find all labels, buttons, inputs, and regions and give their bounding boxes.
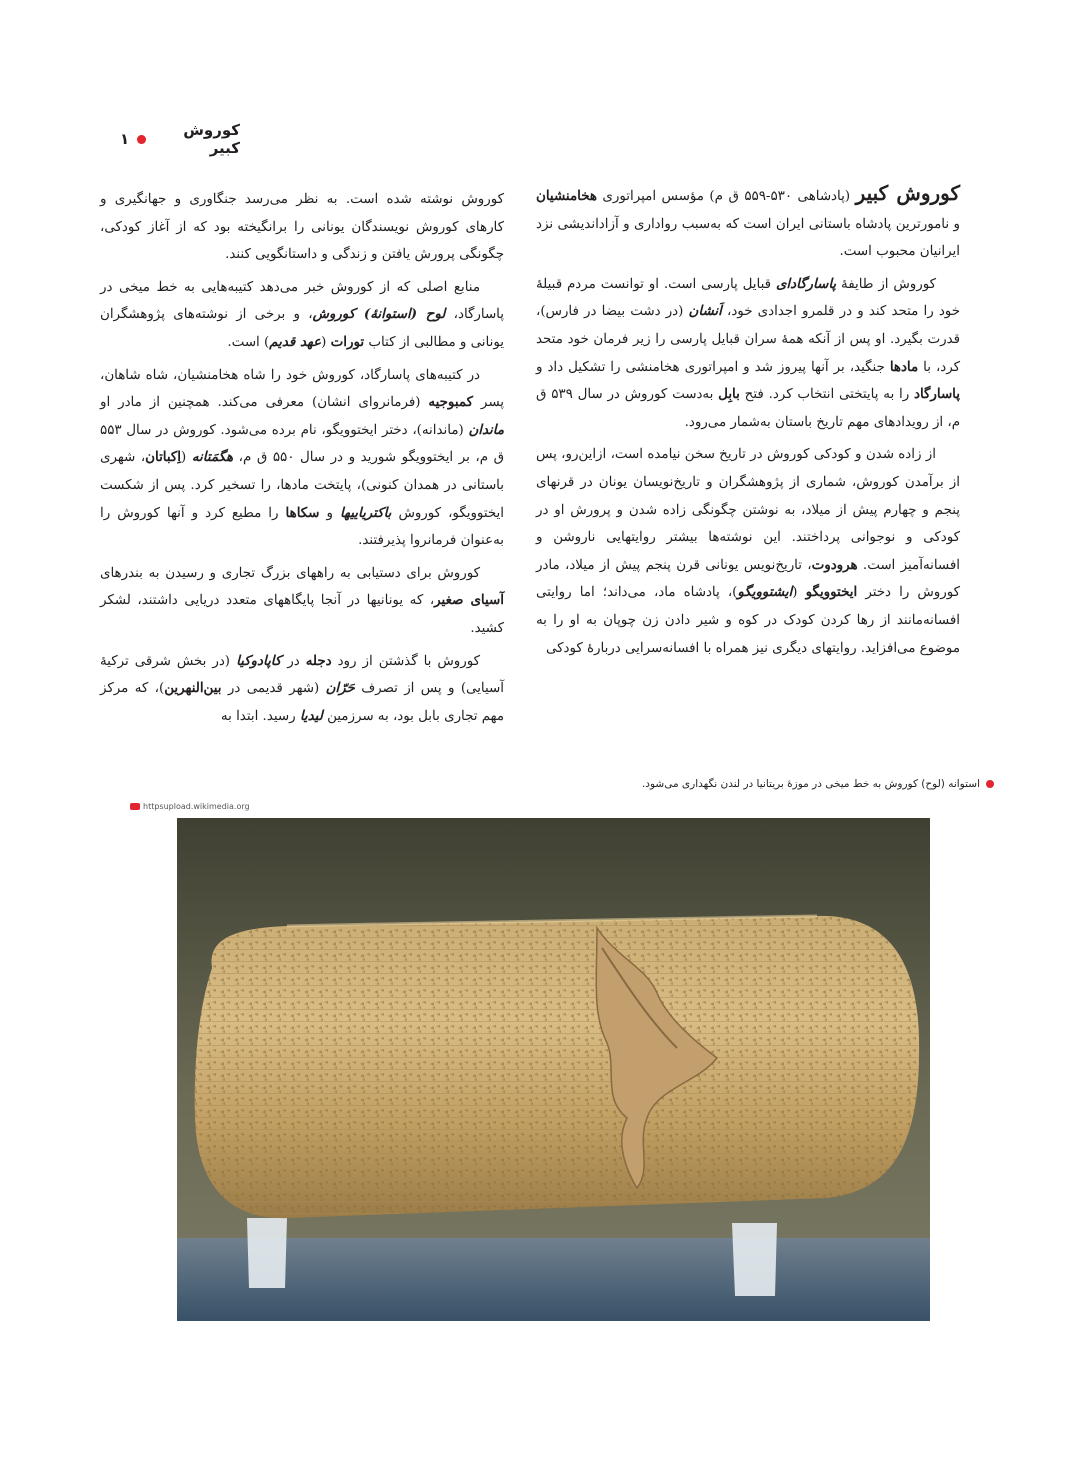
text-run: از زاده شدن و کودکی کوروش در تاریخ سخن نیامده است، ازاین‌رو، پس از برآمدن کوروش، شماری از پژوهشگران و تاریخ‌نویسان یونان در قرنهای پنجم و چهارم پیش از میلاد، به نوشتن چگونگی زاده شدن و پرورش او در کودکی و نوجوانی پرداختند. این نوشته‌ها بیشتر روایتهایی ناروشن و افسانه‌آمیز است.: [536, 447, 960, 573]
text-run: کوروش با گذشتن از رود: [331, 653, 480, 669]
bold-term: هخامنشیان: [536, 188, 597, 204]
text-run: (در دشت بیضا در فارس)، قدرت بگیرد. او پس از آنکه همهٔ سران قبایل پارسی را زیر فرمان خود متحد کرد، با: [536, 304, 960, 375]
italic-term: لوح (استوانهٔ) کوروش: [312, 306, 446, 323]
camera-icon: [130, 803, 140, 810]
text-run: (: [181, 450, 192, 466]
text-run: )، پادشاه ماد، می‌داند؛ اما روایتی افسانه‌مانند از رها کردن کودک در کوه و شیر دادن زن چوپان به او را به موضوع می‌افزاید. روایتهای دیگری نیز همراه با افسانه‌سرایی دربارهٔ کودکی: [536, 585, 960, 656]
bold-term: بین‌النهرین: [164, 680, 222, 697]
paragraph: [100, 560, 504, 643]
page-number: ۱: [120, 130, 130, 148]
paragraph: [536, 441, 960, 662]
lead-heading: کوروش کبیر: [855, 181, 960, 205]
italic-term: پاسارگادای: [775, 275, 837, 292]
text-run: قبایل پارسی است. او توانست مردم قبیلهٔ خود را متحد کند و در قلمرو اجدادی خود،: [536, 276, 961, 320]
text-run: (: [792, 585, 806, 601]
paragraph: [100, 648, 504, 731]
text-run: در: [281, 653, 306, 669]
text-run: را به پایتختی انتخاب کرد. فتح: [739, 387, 914, 403]
text-run: ، که یونانیها در آنجا پایگاههای متعدد دریایی داشتند، لشکر کشید.: [100, 593, 504, 636]
text-run: جنگید، بر آنها پیروز شد و امپراتوری هخامنشی را تشکیل داد و: [536, 359, 890, 375]
italic-term: باکتریاییها: [339, 504, 392, 521]
italic-term: هگمَتانه: [191, 449, 234, 466]
bold-term: تورات: [330, 333, 365, 350]
text-run: ، شهری باستانی در همدان کنونی)، پایتخت مادها، را تسخیر کرد. پس از شکست ایختوویگو، کوروش: [100, 450, 504, 521]
page-header: [120, 121, 240, 157]
bullet-dot-icon: [137, 135, 145, 144]
text-run: کوروش نوشته شده است. به نظر می‌رسد جنگاوری و جهانگیری و کارهای کوروش نویسندگان یونانی را برانگیخته بود که از آغاز کودکی، چگونگی پرورش یافتن و زندگی و داستانگویی کنند.: [100, 192, 504, 263]
paragraph: [100, 186, 504, 269]
text-run: ) است.: [227, 334, 270, 350]
text-run: )، که مرکز مهم تجاری بابل بود، به سرزمین: [100, 681, 504, 724]
text-run: ، و برخی از نوشته‌های پژوهشگران یونانی و مطالبی از کتاب: [100, 307, 504, 350]
bold-term: مادها: [889, 358, 919, 375]
text-run: و: [319, 505, 340, 521]
italic-term: لیدیا: [299, 707, 323, 724]
paragraph: [100, 362, 504, 555]
italic-term: حَرّان: [325, 680, 355, 697]
caption-text: استوانه (لوح) کوروش به خط میخی در موزهٔ بریتانیا در لندن نگهداری می‌شود.: [641, 778, 980, 790]
stand-left: [247, 1218, 287, 1288]
text-run: ، تاریخ‌نویس یونانی قرن پنجم پیش از میلاد، مادر کوروش را دختر: [536, 557, 960, 601]
text-run: (فرمانروای انشان) معرفی می‌کند. همچنین از مادر او: [100, 395, 429, 411]
stand-right: [732, 1223, 777, 1296]
bold-term: هرودوت: [811, 556, 858, 573]
page-title: کوروش کبیر: [183, 121, 240, 157]
image-source: [130, 802, 250, 811]
text-run: (ماندانه)، دختر ایختوویگو، نام برده می‌شود. کوروش در سال ۵۵۳ ق م، بر ایختوویگو شورید و در سال ۵۵۰ ق م،: [100, 422, 505, 466]
bold-term: اِکباتان: [145, 449, 182, 466]
bold-term: آسیای صغیر: [434, 592, 504, 609]
italic-term: ایشتوویگو: [737, 584, 793, 601]
figure-caption: [642, 778, 994, 790]
text-run: (در بخش شرقی ترکیهٔ آسیایی) و پس از تصرف: [100, 653, 504, 697]
bold-term: دجله: [305, 652, 332, 669]
paragraph: [100, 274, 504, 357]
right-column: [536, 180, 960, 667]
text-run: (پادشاهی ۵۳۰-۵۵۹ ق م) مؤسس امپراتوری: [596, 189, 856, 204]
bold-term: پاسارگاد: [914, 386, 960, 403]
cuneiform-text: [195, 916, 919, 1218]
italic-term: ماندان: [468, 421, 504, 438]
display-base: [177, 1238, 930, 1321]
bullet-dot-icon: [986, 780, 994, 788]
left-column: [100, 186, 504, 735]
text-run: (شهر قدیمی در: [221, 681, 326, 697]
italic-term: عهد قدیم: [269, 333, 322, 350]
text-run: را مطیع کرد و آنها کوروش را به‌عنوان فرمانروا پذیرفتند.: [100, 505, 504, 549]
source-url: httpsupload.wikimedia.org: [143, 802, 250, 811]
text-run: (: [321, 334, 331, 350]
italic-term: کاپادوکیا: [236, 652, 282, 669]
cyrus-cylinder-photo: [177, 818, 930, 1321]
bold-term: ایختوویگو: [805, 584, 858, 601]
paragraph: [536, 271, 960, 437]
text-run: در کتیبه‌های پاسارگاد، کوروش خود را شاه هخامنشیان، شاه شاهان، پسر: [100, 367, 504, 411]
text-run: منابع اصلی که از کوروش خبر می‌دهد کتیبه‌هایی به خط میخی در پاسارگاد،: [100, 279, 504, 323]
text-run: کوروش از طایفهٔ: [836, 276, 936, 292]
italic-term: اَنشان: [688, 303, 722, 320]
cyrus-cylinder-illustration: [177, 818, 930, 1321]
bold-term: کمبوجیه: [428, 394, 473, 411]
text-run: و نامورترین پادشاه باستانی ایران است که به‌سبب رواداری و آزاداندیشی نزد ایرانیان محبوب است.: [536, 216, 960, 260]
bold-term: سکاها: [285, 504, 320, 521]
text-run: کوروش برای دستیابی به راههای بزرگ تجاری و رسیدن به بندرهای: [100, 565, 480, 581]
text-run: رسید. ابتدا به: [220, 708, 300, 724]
text-run: به‌دست کوروش در سال ۵۳۹ ق م، از رویدادهای مهم تاریخ باستان به‌شمار می‌رود.: [536, 387, 960, 430]
bold-term: بابِل: [718, 386, 740, 403]
paragraph: [536, 180, 960, 266]
